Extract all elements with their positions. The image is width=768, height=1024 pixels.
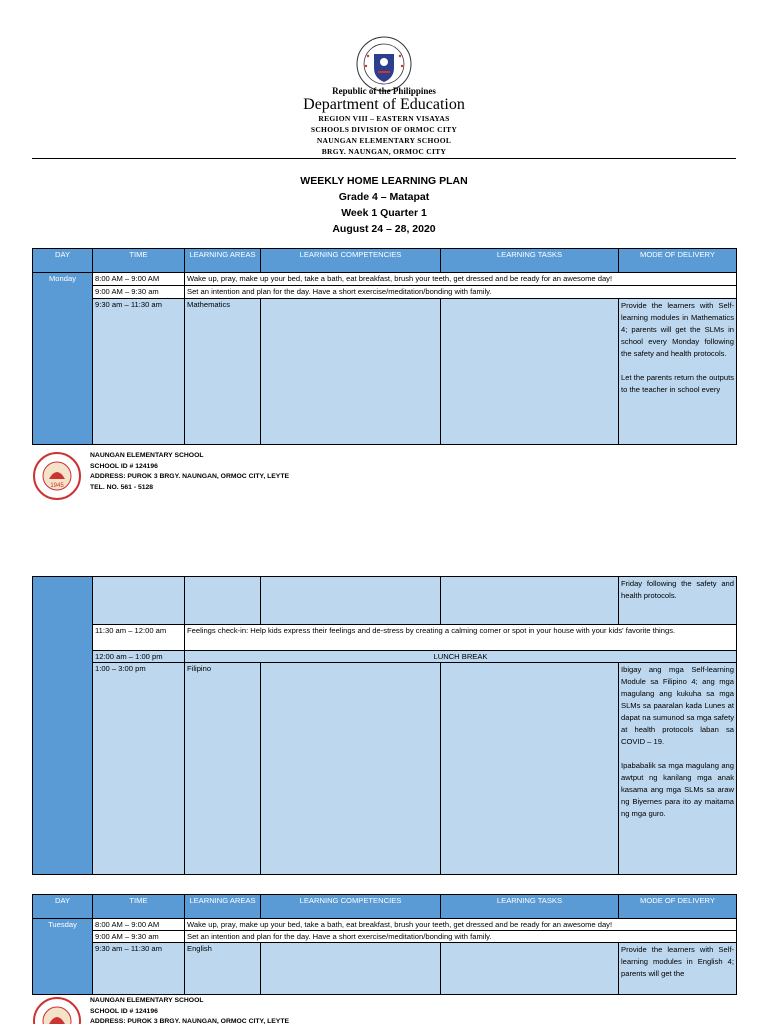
time-cell: 12:00 am – 1:00 pm (93, 651, 185, 663)
day-cell-monday: Monday (33, 273, 93, 445)
mode-text: Ipababalik sa mga magulang ang awtput ng kanilang mga anak kasama ang mga SLMs sa araw ng Biyernes para ito ay maitama ng mga guro. (621, 761, 734, 818)
col-learning-areas: LEARNING AREAS (185, 249, 261, 273)
address-line: BRGY. NAUNGAN, ORMOC CITY (321, 147, 447, 156)
time-cell: 1:00 – 3:00 pm (93, 663, 185, 875)
footer-address: ADDRESS: PUROK 3 BRGY. NAUNGAN, ORMOC CITY, LEYTE (90, 1018, 290, 1024)
mode-cell: Provide the learners with Self-learning modules in English 4; parents will get the (619, 943, 737, 995)
activity-cell: Set an intention and plan for the day. Have a short exercise/meditation/bonding with family. (185, 286, 737, 299)
activity-cell: Set an intention and plan for the day. Have a short exercise/meditation/bonding with family. (185, 931, 737, 943)
time-cell: 9:30 am – 11:30 am (93, 943, 185, 995)
date-range: August 24 – 28, 2020 (332, 223, 436, 235)
time-cell: 8:00 AM – 9:00 AM (93, 919, 185, 931)
country-line: Republic of the Philippines (332, 86, 436, 96)
activity-cell: Wake up, pray, make up your bed, take a bath, eat breakfast, brush your teeth, get dressed and be ready for an awesome day! (185, 919, 737, 931)
monday-continued-table (32, 576, 737, 875)
school-footer (32, 996, 352, 1024)
table-row (33, 625, 737, 651)
task-cell (441, 943, 619, 995)
col-tasks: LEARNING TASKS (441, 895, 619, 919)
footer-school: NAUNGAN ELEMENTARY SCHOOL (90, 997, 204, 1004)
time-cell (93, 577, 185, 625)
mode-cell: Friday following the safety and health protocols. (619, 577, 737, 625)
col-day: DAY (33, 249, 93, 273)
table-header-row (33, 249, 737, 273)
col-day: DAY (33, 895, 93, 919)
competency-cell (261, 577, 441, 625)
region-line: REGION VIII – EASTERN VISAYAS (318, 114, 450, 123)
mode-cell (619, 299, 737, 445)
school-logo-icon (32, 996, 82, 1024)
deped-seal-icon (356, 36, 412, 92)
footer-school: NAUNGAN ELEMENTARY SCHOOL (90, 452, 204, 459)
day-cell-tuesday: Tuesday (33, 919, 93, 995)
col-time: TIME (93, 249, 185, 273)
table-header-row (33, 895, 737, 919)
competency-cell (261, 299, 441, 445)
area-cell: Filipino (185, 663, 261, 875)
mode-text: Ibigay ang mga Self-learning Module sa Filipino 4; ang mga magulang ang kukuha sa mga SLMs sa paaralan kada Lunes at dapat na sumunod sa mga safety at health protocols laban sa COVID – 19. (621, 665, 734, 746)
time-cell: 9:00 AM – 9:30 am (93, 286, 185, 299)
time-cell: 11:30 am – 12:00 am (93, 625, 185, 651)
task-cell (441, 299, 619, 445)
col-mode: MODE OF DELIVERY (619, 249, 737, 273)
footer-school-id: SCHOOL ID # 124196 (90, 462, 158, 470)
table-row (33, 663, 737, 875)
school-footer (32, 451, 352, 501)
plan-title: WEEKLY HOME LEARNING PLAN (300, 175, 468, 187)
mode-cell (619, 663, 737, 875)
col-tasks: LEARNING TASKS (441, 249, 619, 273)
division-line: SCHOOLS DIVISION OF ORMOC CITY (310, 125, 458, 134)
table-row (33, 931, 737, 943)
table-row (33, 919, 737, 931)
header-divider (32, 158, 736, 159)
task-cell (441, 577, 619, 625)
lunch-break-cell: LUNCH BREAK (185, 651, 737, 663)
school-logo-icon (32, 451, 82, 501)
time-cell: 9:30 am – 11:30 am (93, 299, 185, 445)
area-cell (185, 577, 261, 625)
footer-school-id: SCHOOL ID # 124196 (90, 1007, 158, 1015)
svg-text:1945: 1945 (50, 483, 64, 489)
col-learning-areas: LEARNING AREAS (185, 895, 261, 919)
col-time: TIME (93, 895, 185, 919)
activity-cell: Feelings check-in: Help kids express their feelings and de-stress by creating a calming corner or spot in your house with your kids' favorite things. (185, 625, 737, 651)
grade-section: Grade 4 – Matapat (338, 191, 430, 203)
week-quarter: Week 1 Quarter 1 (341, 207, 427, 219)
tuesday-plan-table (32, 894, 737, 995)
competency-cell (261, 663, 441, 875)
area-cell: Mathematics (185, 299, 261, 445)
col-competencies: LEARNING COMPETENCIES (261, 249, 441, 273)
area-cell: English (185, 943, 261, 995)
table-row (33, 299, 737, 445)
mode-text: Provide the learners with Self-learning modules in Mathematics 4; parents will get the SLMs in school every Monday following the safety and health protocols. (621, 301, 734, 358)
monday-plan-table (32, 248, 737, 445)
day-cell-continued (33, 577, 93, 875)
time-cell: 8:00 AM – 9:00 AM (93, 273, 185, 286)
table-row (33, 286, 737, 299)
footer-address: ADDRESS: PUROK 3 BRGY. NAUNGAN, ORMOC CITY, LEYTE (90, 473, 290, 480)
table-row (33, 943, 737, 995)
department-name: Department of Education (303, 96, 465, 113)
table-row (33, 577, 737, 625)
time-cell: 9:00 AM – 9:30 am (93, 931, 185, 943)
activity-cell: Wake up, pray, make up your bed, take a bath, eat breakfast, brush your teeth, get dressed and be ready for an awesome day! (185, 273, 737, 286)
school-line: NAUNGAN ELEMENTARY SCHOOL (316, 136, 452, 145)
col-mode: MODE OF DELIVERY (619, 895, 737, 919)
table-row (33, 651, 737, 663)
mode-text: Let the parents return the outputs to the teacher in school every (621, 373, 734, 394)
col-competencies: LEARNING COMPETENCIES (261, 895, 441, 919)
table-row (33, 273, 737, 286)
footer-tel: TEL. NO. 561 - 5128 (90, 483, 154, 491)
task-cell (441, 663, 619, 875)
competency-cell (261, 943, 441, 995)
